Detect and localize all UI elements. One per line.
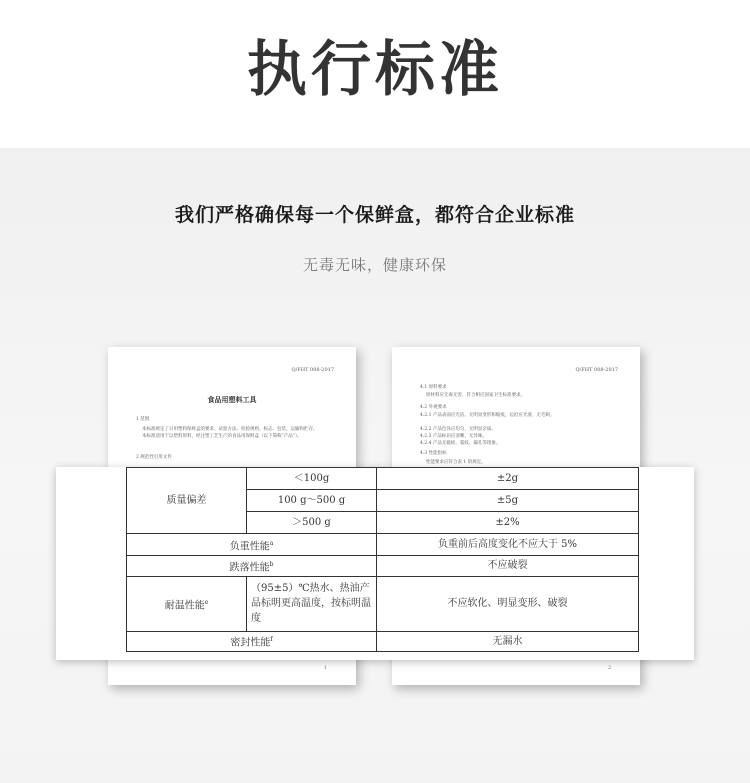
mass-value-cell: ±2% — [377, 512, 639, 534]
section-text: 本标准适用于以塑料原料，经注塑工艺生产的食品用保鲜盒（以下简称“产品”）。 — [142, 434, 302, 439]
section-text: 4.2.1 产品表面应光洁、无明显变形和缩痕，边沿应光滑，无毛刺。 — [420, 413, 555, 418]
section-heading: 2 规范性引用文件 — [136, 455, 172, 460]
mass-value-cell: ±2g — [377, 468, 639, 490]
table-row — [127, 576, 639, 631]
mass-range-cell: ＞500 g — [247, 512, 377, 534]
section-text: 性能要求应符合表 1 的规定。 — [426, 460, 486, 465]
label-text: 负重性能 — [229, 541, 270, 553]
performance-table — [126, 467, 639, 652]
section-text: 4.2.3 产品标识应清晰、无异味。 — [420, 434, 487, 439]
heat-resistance-label — [127, 576, 247, 631]
headline: 我们严格确保每一个保鲜盒，都符合企业标准 — [174, 204, 575, 226]
section-text: 4.2.2 产品色泽应均匀，无明显杂质。 — [420, 427, 496, 432]
subline: 无毒无味，健康环保 — [302, 256, 447, 274]
header-area — [0, 0, 750, 148]
label-text: 密封性能 — [230, 637, 271, 649]
mass-deviation-label: 质量偏差 — [127, 468, 247, 534]
page-number: 1 — [324, 665, 328, 671]
footnote-mark: e — [204, 598, 209, 606]
section-text: 4.2.4 产品无破损、裂纹、漏孔等现象。 — [420, 441, 501, 446]
mass-range-cell: 100 g～500 g — [247, 490, 377, 512]
table-row — [127, 556, 639, 576]
table-row — [127, 468, 639, 490]
section-heading: 4.3 性能指标 — [420, 451, 447, 456]
label-text: 耐温性能 — [164, 599, 205, 611]
seal-performance-value: 无漏水 — [377, 631, 639, 651]
drop-performance-label — [127, 556, 377, 576]
label-text: 跌落性能 — [229, 562, 270, 574]
section-text: 原材料应无毒无害，符合相应国家卫生标准要求。 — [426, 393, 525, 398]
mass-value-cell: ±5g — [377, 490, 639, 512]
section-heading: 1 范围 — [136, 417, 150, 422]
section-heading: 4.2 外观要求 — [420, 405, 447, 410]
load-performance-label — [127, 534, 377, 556]
performance-table-sheet — [56, 467, 694, 660]
table-row — [127, 534, 639, 556]
drop-performance-value: 不应破裂 — [377, 556, 639, 576]
document-title: 食品用塑料工具 — [207, 395, 257, 404]
page-number: 2 — [608, 665, 612, 671]
section-heading: 4.1 原料要求 — [420, 385, 447, 390]
table-row — [127, 631, 639, 651]
standard-code: Q/FHT 008-2017 — [575, 367, 618, 373]
section-text: 本标准规定了日用塑料保鲜盒的要求、试验方法、检验规则、标志、包装、运输和贮存。 — [142, 427, 318, 432]
load-performance-value: 负重前后高度变化不应大于 5% — [377, 534, 639, 556]
seal-performance-label — [127, 631, 377, 651]
footnote-mark: b — [269, 560, 274, 568]
footnote-mark: f — [270, 636, 273, 644]
heat-resistance-value: 不应软化、明显变形、破裂 — [377, 576, 639, 631]
page-title: 执行标准 — [247, 35, 503, 105]
standard-code: Q/FHT 008-2017 — [291, 367, 334, 373]
heat-test-condition: （95±5）℃热水、热油产品标明更高温度，按标明温度 — [247, 576, 377, 631]
mass-range-cell: ＜100g — [247, 468, 377, 490]
footnote-mark: a — [269, 539, 274, 547]
